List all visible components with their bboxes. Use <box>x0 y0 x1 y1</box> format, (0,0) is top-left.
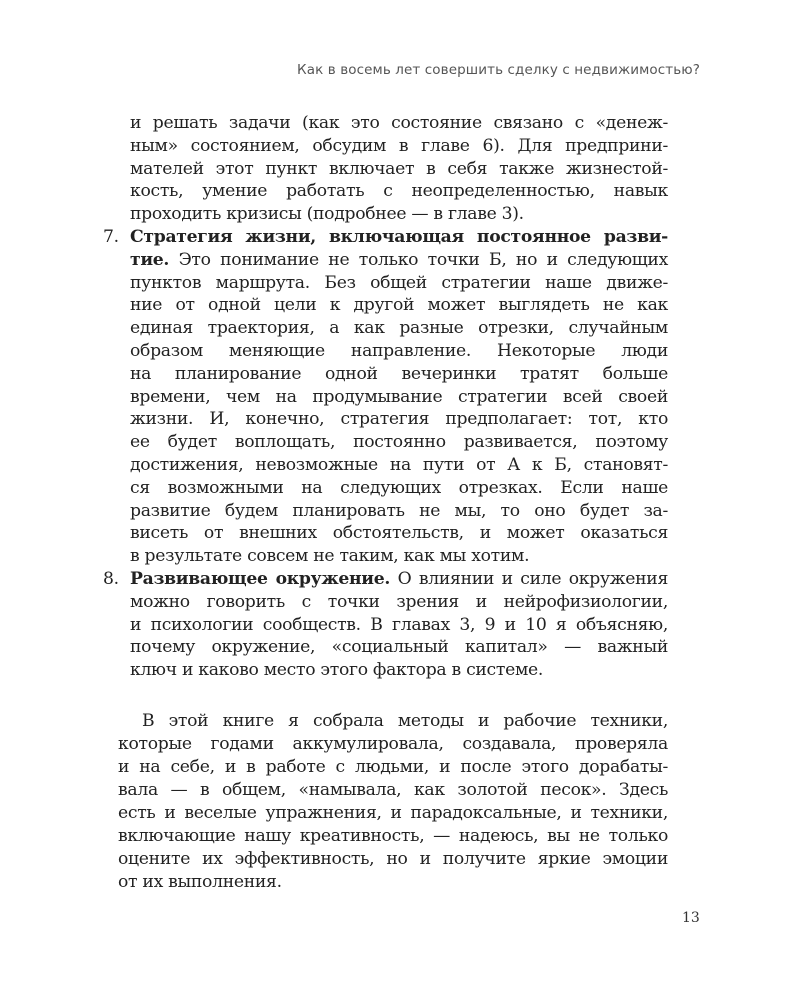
text-line: пунктов маршрута. Без общей стратегии наше движе- <box>130 272 668 293</box>
text-line: тие. Это понимание не только точки Б, но и следующих <box>130 249 668 270</box>
text-line: ным» состоянием, обсудим в главе 6). Для предприни- <box>130 135 668 156</box>
text-line: в результате совсем не таким, как мы хотим. <box>130 546 530 567</box>
item-number: 8. <box>103 569 119 589</box>
text-line: и на себе, и в работе с людьми, и после этого дорабаты- <box>118 757 668 777</box>
text-line: мателей этот пункт включает в себя также жизнестой- <box>130 158 668 179</box>
text-line: от их выполнения. <box>118 872 282 892</box>
list-item-7 <box>103 226 668 568</box>
continuation-text <box>130 112 668 226</box>
body-paragraph <box>118 710 668 894</box>
item-number: 7. <box>103 227 119 247</box>
text-line: жизни. И, конечно, стратегия предполагает: тот, кто <box>130 409 668 430</box>
page-number: 13 <box>682 910 700 926</box>
item-first-text: О влиянии и силе окружения <box>390 569 668 589</box>
text-line: ся возможными на следующих отрезках. Если наше <box>130 477 668 498</box>
text-line: и психологии сообществ. В главах 3, 9 и 10 я объясняю, <box>130 614 668 635</box>
text-line: есть и веселые упражнения, и парадоксальные, и техники, <box>118 803 668 823</box>
text-line: кость, умение работать с неопределенностью, навык <box>130 181 668 202</box>
text-line: ее будет воплощать, постоянно развивается, поэтому <box>130 432 668 453</box>
text-line: включающие нашу креативность, — надеюсь, вы не только <box>118 826 668 846</box>
text-line: В этой книге я собрала методы и рабочие техники, <box>142 711 668 731</box>
text-line: которые годами аккумулировала, создавала, проверяла <box>118 734 668 754</box>
item-title: Развивающее окружение. <box>130 569 391 589</box>
text-line: достижения, невозможные на пути от А к Б, становят- <box>130 454 668 475</box>
text-line: на планирование одной вечеринки тратят больше <box>130 363 668 384</box>
running-header: Как в восемь лет совершить сделку с недвижимостью? <box>297 62 700 78</box>
text-line: развитие будем планировать не мы, то оно будет за- <box>130 500 668 521</box>
text-line: висеть от внешних обстоятельств, и может оказаться <box>130 523 668 544</box>
text-line: можно говорить с точки зрения и нейрофизиологии, <box>130 591 668 612</box>
text-line: почему окружение, «социальный капитал» — важный <box>130 637 668 658</box>
item-heading-line <box>103 226 668 249</box>
text-line: времени, чем на продумывание стратегии всей своей <box>130 386 668 407</box>
item-heading-line <box>103 568 668 591</box>
list-item-8 <box>103 568 668 682</box>
text-line: ключ и каково место этого фактора в системе. <box>130 660 544 681</box>
item-title: Стратегия жизни, включающая постоянное разви- <box>130 227 668 247</box>
text-line: и решать задачи (как это состояние связано с «денеж- <box>130 113 668 133</box>
text-line: проходить кризисы (подробнее — в главе 3). <box>130 204 524 225</box>
text-line: ние от одной цели к другой может выглядеть не как <box>130 295 668 316</box>
text-line: единая траектория, а как разные отрезки, случайным <box>130 318 668 339</box>
text-line: вала — в общем, «намывала, как золотой песок». Здесь <box>118 780 668 800</box>
text-line: оцените их эффективность, но и получите яркие эмоции <box>118 849 668 869</box>
text-line: образом меняющие направление. Некоторые люди <box>130 340 668 361</box>
